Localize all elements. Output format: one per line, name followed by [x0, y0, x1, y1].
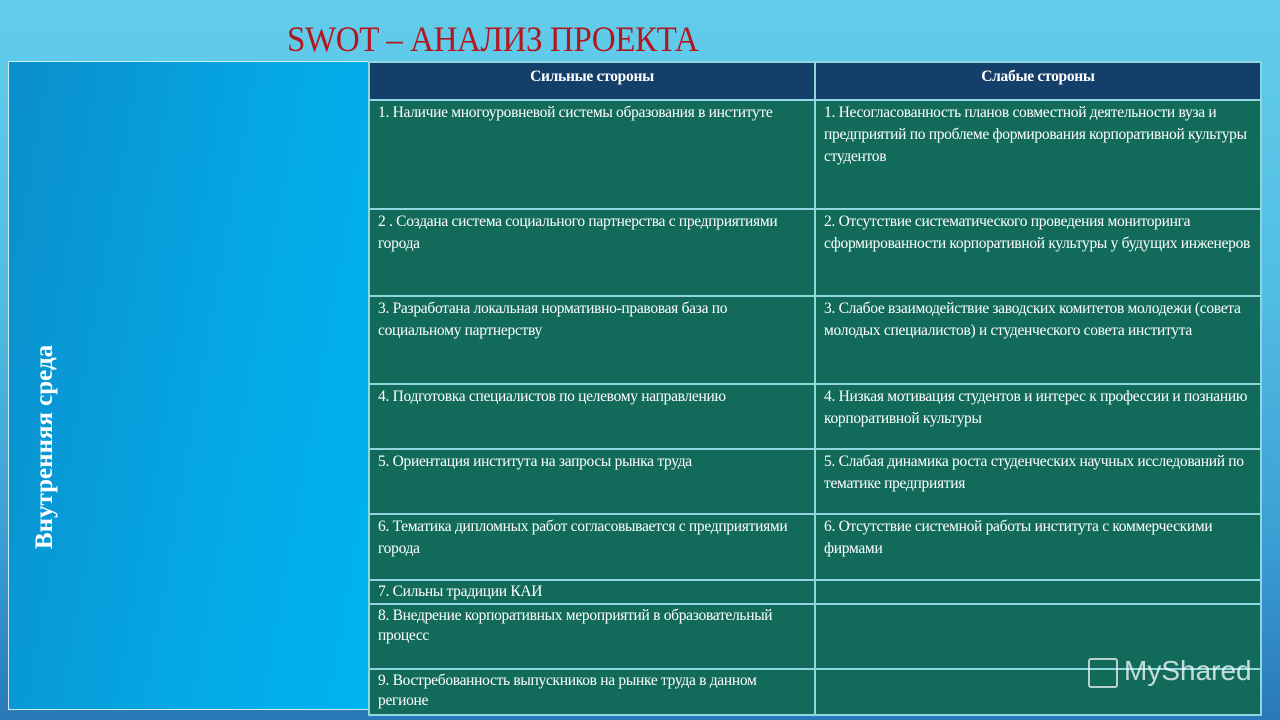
side-label: Внутренняя среда [31, 344, 58, 550]
strength-cell: 7. Сильны традиции КАИ [369, 580, 815, 604]
weakness-cell [815, 580, 1261, 604]
strength-cell: 6. Тематика дипломных работ согласовывается с предприятиями города [369, 514, 815, 580]
header-strengths: Сильные стороны [369, 62, 815, 100]
weakness-cell: 1. Несогласованность планов совместной деятельности вуза и предприятий по проблеме формирования корпоративной культуры студентов [815, 100, 1261, 209]
watermark [1088, 655, 1252, 688]
strength-cell: 5. Ориентация института на запросы рынка труда [369, 449, 815, 514]
table-header-row [369, 62, 1261, 100]
strength-cell: 3. Разработана локальная нормативно-правовая база по социальному партнерству [369, 296, 815, 384]
table-row [369, 514, 1261, 580]
strength-cell: 2 . Создана система социального партнерства с предприятиями города [369, 209, 815, 296]
table-row [369, 580, 1261, 604]
strength-cell: 8. Внедрение корпоративных мероприятий в образовательный процесс [369, 604, 815, 669]
swot-table [368, 61, 1262, 716]
weakness-cell: 5. Слабая динамика роста студенческих научных исследований по тематике предприятия [815, 449, 1261, 514]
strength-cell: 4. Подготовка специалистов по целевому направлению [369, 384, 815, 449]
weakness-cell: 6. Отсутствие системной работы института с коммерческими фирмами [815, 514, 1261, 580]
table-row [369, 384, 1261, 449]
weakness-cell: 4. Низкая мотивация студентов и интерес к профессии и познанию корпоративной культуры [815, 384, 1261, 449]
table-row [369, 100, 1261, 209]
table-row [369, 296, 1261, 384]
weakness-cell: 2. Отсутствие систематического проведения мониторинга сформированности корпоративной культуры у будущих инженеров [815, 209, 1261, 296]
table-row [369, 209, 1261, 296]
strength-cell: 9. Востребованность выпускников на рынке труда в данном регионе [369, 669, 815, 715]
strength-cell: 1. Наличие многоуровневой системы образования в институте [369, 100, 815, 209]
header-weaknesses: Слабые стороны [815, 62, 1261, 100]
presentation-icon [1088, 658, 1118, 688]
table-row [369, 449, 1261, 514]
slide-title: SWOT – АНАЛИЗ ПРОЕКТА [287, 19, 699, 59]
watermark-text: MyShared [1124, 655, 1252, 686]
weakness-cell: 3. Слабое взаимодействие заводских комитетов молодежи (совета молодых специалистов) и студенческого совета института [815, 296, 1261, 384]
